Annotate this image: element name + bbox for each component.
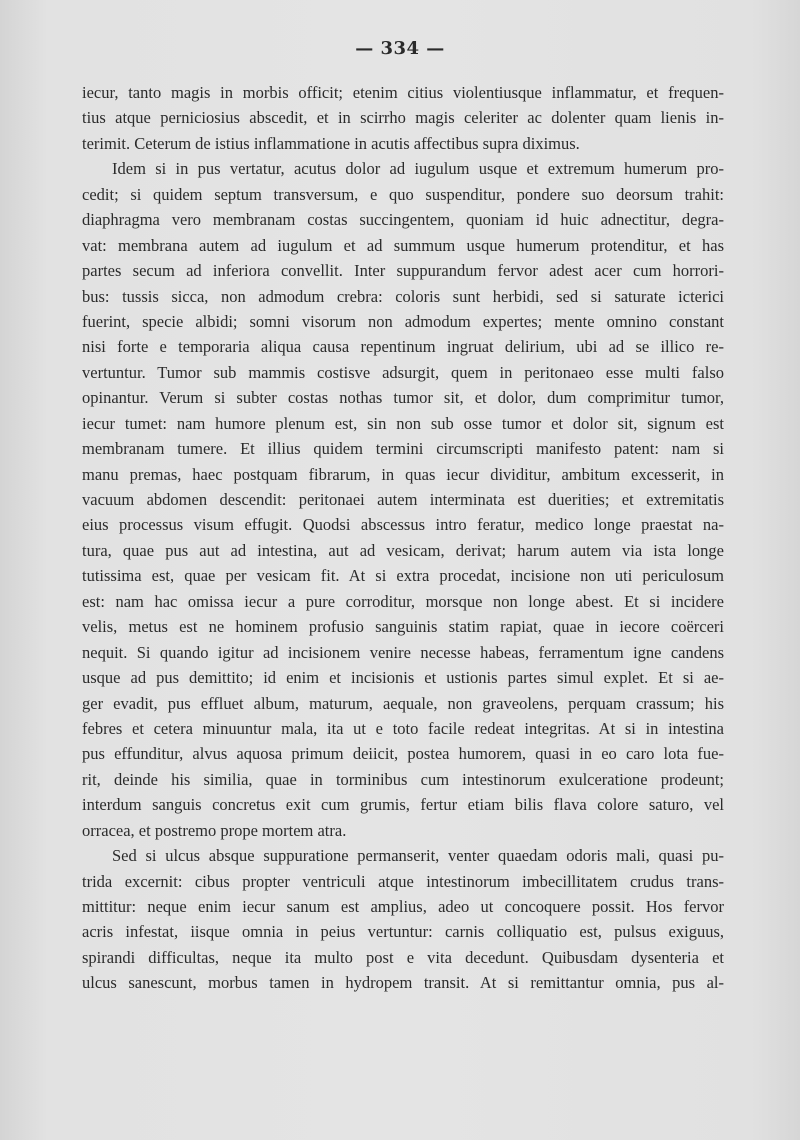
text-line: mittitur: neque enim iecur sanum est amplius, adeo ut concoquere possit. Hos fervor [82, 897, 724, 916]
text-line: terimit. Ceterum de istius inflammatione in acutis affectibus supra diximus. [82, 133, 580, 153]
text-line: interdum sanguis concretus exit cum grumis, fertur etiam bilis flava colore saturo, vel [82, 795, 724, 815]
text-line: velis, metus est ne hominem profusio sanguinis statim rapiat, quae in iecore coërceri [82, 617, 724, 637]
text-line: manu premas, haec postquam fibrarum, in quas iecur dividitur, ambitum excesserit, in [82, 464, 724, 484]
text-line: tius atque perniciosius abscedit, et in scirrho magis celeriter ac dolenter quam lienis in- [82, 108, 724, 128]
page-number: — 334 — [355, 38, 445, 59]
text-line: pus effunditur, alvus aquosa primum deiicit, postea humorem, quasi in eo caro lota fue- [82, 744, 724, 764]
text-line: nequit. Si quando igitur ad incisionem venire necesse habeas, ferramentum igne candens [82, 642, 724, 662]
text-line: cedit; si quidem septum transversum, e quo suspenditur, pondere suo deorsum trahit: [82, 184, 724, 204]
text-line: eius processus visum effugit. Quodsi abscessus intro feratur, medico longe praestat na- [82, 515, 724, 535]
text-line: tura, quae pus aut ad intestina, aut ad vesicam, derivat; harum autem via ista longe [82, 540, 724, 560]
text-line: rit, deinde his similia, quae in torminibus cum intestinorum exulceratione prodeunt; [82, 769, 724, 789]
text-line: febres et cetera minuuntur mala, ita ut e toto facile redeat integritas. At si in intestina [82, 718, 724, 738]
body-text [82, 80, 724, 996]
text-line: fuerint, specie albidi; somni visorum non admodum expertes; mente omnino constant [82, 311, 724, 331]
text-line: tutissima est, quae per vesicam fit. At si extra procedat, incisione non uti periculosum [82, 566, 724, 586]
text-line: orracea, et postremo prope mortem atra. [82, 820, 347, 840]
text-line: Sed si ulcus absque suppuratione permanserit, venter quaedam odoris mali, quasi pu- [112, 846, 724, 866]
text-line: Idem si in pus vertatur, acutus dolor ad iugulum usque et extremum humerum pro- [112, 159, 724, 179]
text-line: iecur, tanto magis in morbis officit; etenim citius violentiusque inflammatur, et frequen- [82, 83, 724, 102]
text-line: ulcus sanescunt, morbus tamen in hydropem transit. At si remittantur omnia, pus al- [82, 973, 724, 993]
text-line: usque ad pus demittito; id enim et incisionis et ustionis partes simul explet. Et si ae- [82, 668, 724, 688]
text-line: vacuum abdomen descendit: peritonaei autem interminata est duerities; et extremitatis [82, 490, 724, 509]
text-line: membranam tumere. Et illius quidem termini circumscripti manifesto patent: nam si [82, 439, 724, 459]
text-line: spirandi difficultas, neque ita multo post e vita decedunt. Quibusdam dysenteria et [82, 947, 724, 967]
paragraph-3 [82, 843, 724, 996]
text-line: trida excernit: cibus propter ventriculi atque intestinorum imbecillitatem crudus trans- [82, 871, 724, 891]
paragraph-1 [82, 80, 724, 156]
paragraph-2 [82, 156, 724, 843]
text-line: est: nam hac omissa iecur a pure corroditur, morsque non longe abest. Et si incidere [82, 591, 724, 611]
text-line: iecur tumet: nam humore plenum est, sin non sub osse tumor et dolor sit, signum est [82, 413, 724, 433]
text-line: diaphragma vero membranam costas succingentem, quoniam id huic adnectitur, degra- [82, 210, 724, 230]
text-line: nisi forte e temporaria aliqua causa repentinum ingruat delirium, ubi ad se illico re- [82, 337, 724, 357]
text-line: acris infestat, iisque omnia in peius vertuntur: carnis colliquatio est, pulsus exiguus, [82, 922, 724, 942]
text-line: vat: membrana autem ad iugulum et ad summum usque humerum protenditur, et has [82, 235, 724, 255]
text-line: opinantur. Verum si subter costas nothas tumor sit, et dolor, dum comprimitur tumor, [82, 388, 724, 408]
text-line: bus: tussis sicca, non admodum crebra: coloris sunt herbidi, sed si saturate icterici [82, 286, 724, 306]
text-line: ger evadit, pus effluet album, maturum, aequale, non graveolens, perquam crassum; his [82, 693, 724, 713]
text-line: partes secum ad inferiora convellit. Inter suppurandum fervor adest acer cum horrori- [82, 261, 724, 281]
text-line: vertuntur. Tumor sub mammis costisve adsurgit, quem in peritonaeo esse multi falso [82, 362, 724, 382]
